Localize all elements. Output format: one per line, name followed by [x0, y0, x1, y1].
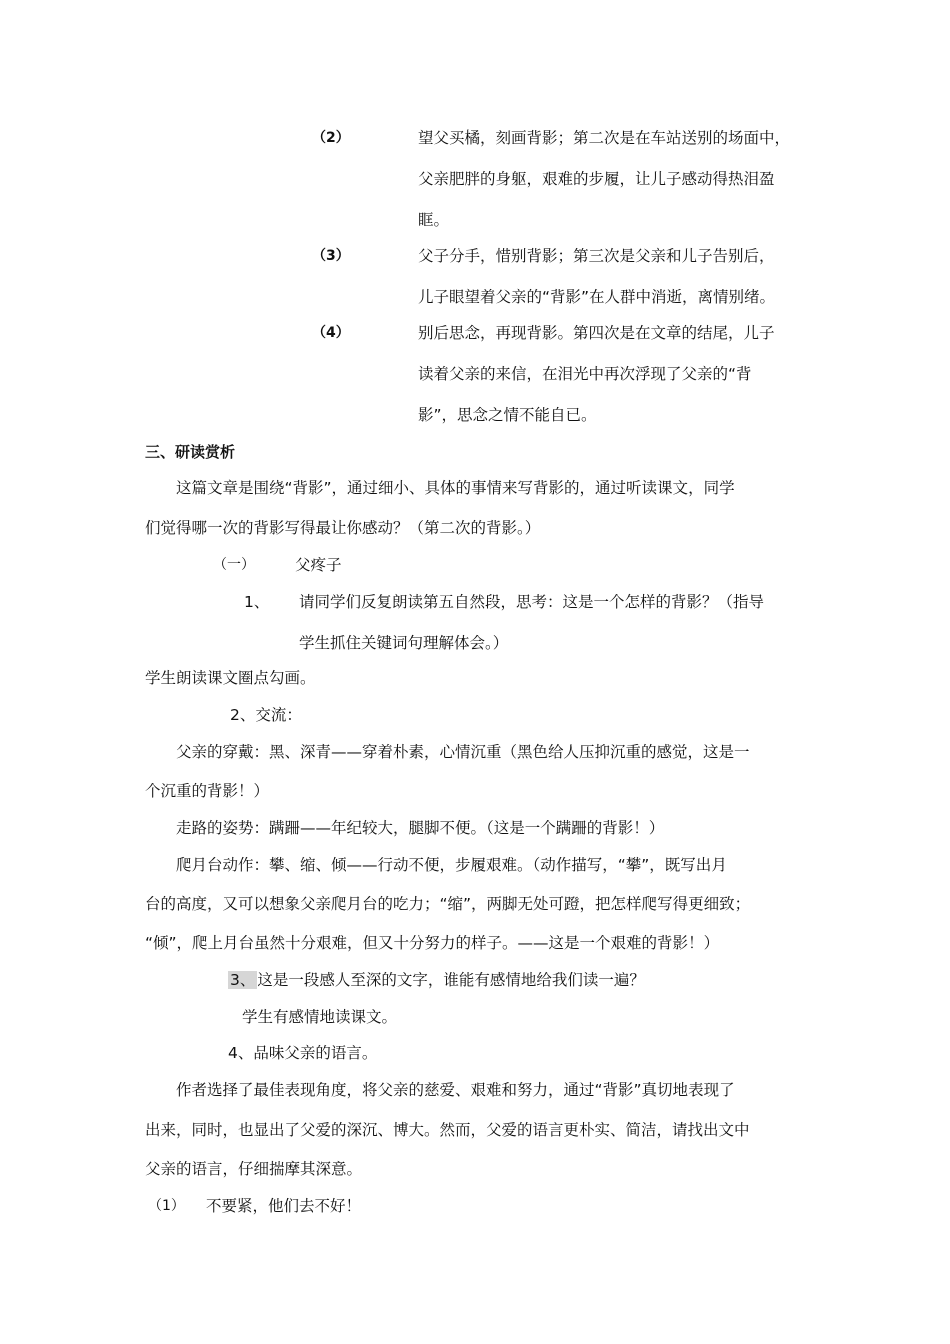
list-4-line-3: 影”，思念之情不能自已。: [418, 406, 597, 424]
list-number-3: （3）: [312, 248, 350, 264]
intro-line-1: 这篇文章是围绕“背影”，通过细小、具体的事情来写背影的，通过听读课文，同学: [176, 479, 735, 497]
clothing-line-1: 父亲的穿戴：黑、深青——穿着朴素，心情沉重（黑色给人压抑沉重的感觉，这是一: [176, 743, 750, 761]
intro-line-2: 们觉得哪一次的背影写得最让你感动？（第二次的背影。）: [145, 519, 541, 537]
list-3-line-2: 儿子眼望着父亲的“背影”在人群中消逝，离情别绪。: [418, 288, 776, 306]
list-4-line-2: 读着父亲的来信，在泪光中再次浮现了父亲的“背: [418, 365, 752, 383]
item-3-answer: 学生有感情地读课文。: [242, 1008, 398, 1026]
quote-1-number: （1）: [148, 1198, 185, 1214]
item-4: 4、品味父亲的语言。: [228, 1044, 378, 1062]
item-1-number: 1、: [244, 593, 270, 611]
climbing-line-3: “倾”，爬上月台虽然十分艰难，但又十分努力的样子。——这是一个艰难的背影！）: [145, 934, 720, 952]
climbing-line-1: 爬月台动作：攀、缩、倾——行动不便，步履艰难。（动作描写，“攀”，既写出月: [176, 856, 727, 874]
item-1-line-1: 请同学们反复朗读第五自然段，思考：这是一个怎样的背影？（指导: [299, 593, 765, 611]
climbing-line-2: 台的高度，又可以想象父亲爬月台的吃力；“缩”，两脚无处可蹬，把怎样爬写得更细致；: [145, 895, 751, 913]
list-4-line-1: 别后思念，再现背影。第四次是在文章的结尾，儿子: [418, 324, 775, 342]
list-2-line-1: 望父买橘，刻画背影；第二次是在车站送别的场面中，: [418, 129, 791, 147]
list-3-line-1: 父子分手，惜别背影；第三次是父亲和儿子告别后，: [418, 247, 775, 265]
list-2-line-3: 眶。: [418, 211, 450, 229]
item-2: 2、交流：: [230, 706, 302, 724]
item-3-text: 这是一段感人至深的文字，谁能有感情地给我们读一遍？: [257, 971, 645, 989]
paragraph-line-3: 父亲的语言，仔细揣摩其深意。: [145, 1160, 363, 1178]
item-3: [228, 970, 645, 990]
list-2-line-2: 父亲肥胖的身躯，艰难的步履，让儿子感动得热泪盈: [418, 170, 775, 188]
quote-1-text: 不要紧，他们去不好！: [206, 1197, 362, 1215]
subsection-title: 父疼子: [295, 556, 342, 574]
walking-line: 走路的姿势：蹒跚——年纪较大，腿脚不便。（这是一个蹒跚的背影！）: [176, 819, 665, 837]
section-heading: 三、研读赏析: [145, 443, 236, 461]
paragraph-line-1: 作者选择了最佳表现角度，将父亲的慈爱、艰难和努力，通过“背影”真切地表现了: [176, 1081, 735, 1099]
item-3-number: 3、: [230, 971, 256, 989]
clothing-line-2: 个沉重的背影！）: [145, 782, 270, 800]
item-1-line-2: 学生抓住关键词句理解体会。）: [299, 634, 509, 652]
paragraph-line-2: 出来，同时，也显出了父爱的深沉、博大。然而，父爱的语言更朴实、简洁，请找出文中: [145, 1121, 750, 1139]
list-number-4: （4）: [312, 325, 350, 341]
list-number-2: （2）: [312, 130, 350, 146]
subsection-number: （一）: [213, 557, 255, 573]
reading-note: 学生朗读课文圈点勾画。: [145, 669, 316, 687]
